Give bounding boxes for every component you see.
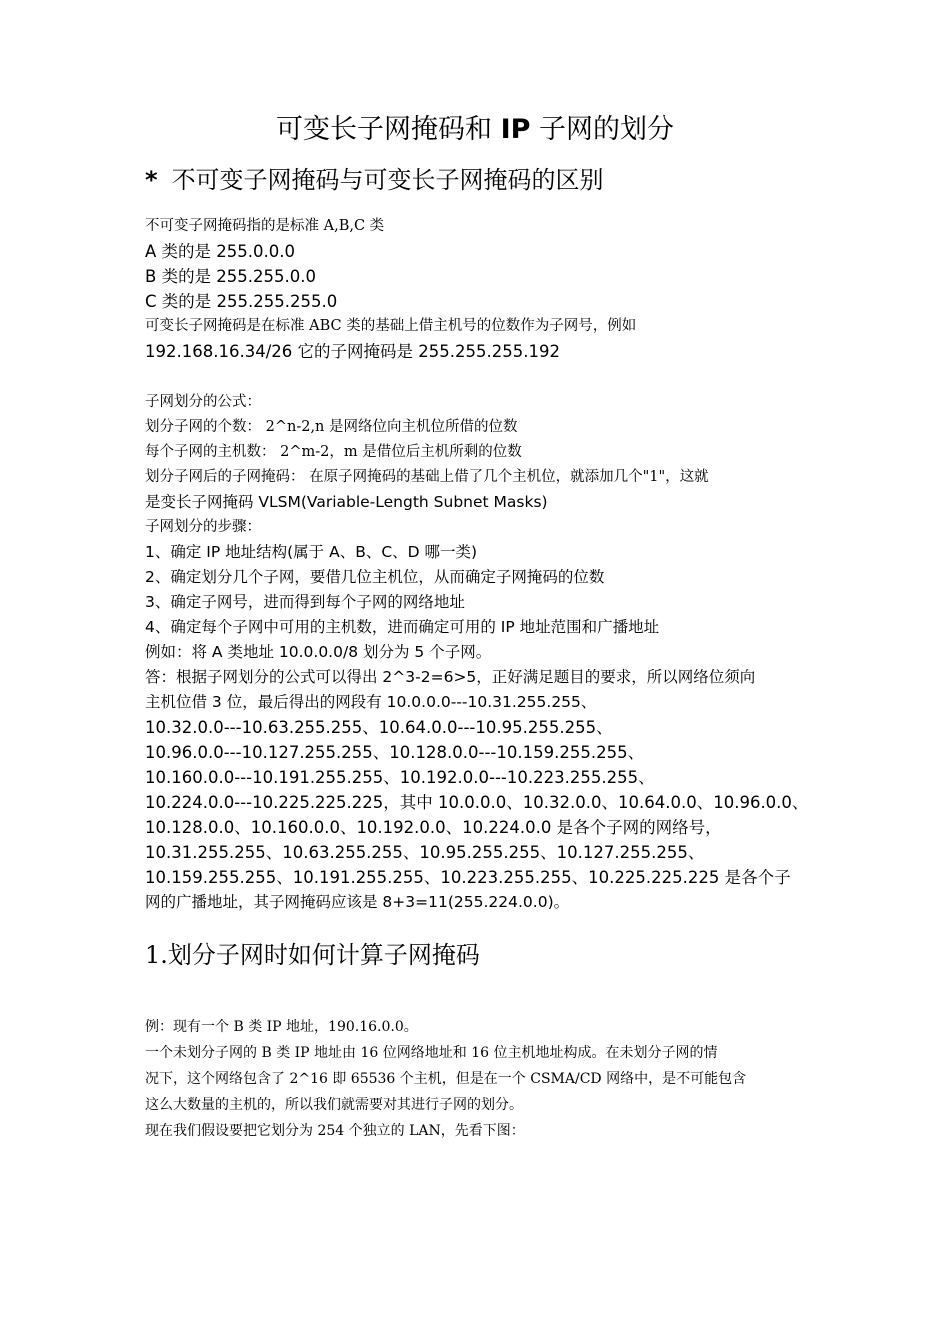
paragraph-line: 10.160.0.0---10.191.255.255、10.192.0.0---10.223.255.255、: [145, 768, 655, 787]
paragraph-line: 10.31.255.255、10.63.255.255、10.95.255.255、10.127.255.255、: [145, 843, 705, 862]
paragraph-line: 主机位借 3 位，最后得出的网段有 10.0.0.0---10.31.255.255、: [145, 693, 597, 711]
paragraph-line: 现在我们假设要把它划分为 254 个独立的 LAN，先看下图：: [145, 1123, 525, 1139]
paragraph-line: 10.159.255.255、10.191.255.255、10.223.255.255、10.225.225.225 是各个子: [145, 868, 791, 887]
section-heading-2: 1.划分子网时如何计算子网掩码: [145, 941, 480, 969]
paragraph-line: 10.96.0.0---10.127.255.255、10.128.0.0---10.159.255.255、: [145, 743, 645, 762]
paragraph-line: A 类的是 255.0.0.0: [145, 242, 295, 261]
paragraph-line: 答：根据子网划分的公式可以得出 2^3-2=6>5，正好满足题目的要求，所以网络位须向: [145, 668, 756, 686]
document-title: [0, 112, 950, 148]
paragraph-line: 划分子网的个数： 2^n-2,n 是网络位向主机位所借的位数: [145, 419, 518, 435]
title-text-post: 子网的划分: [530, 114, 675, 145]
paragraph-line: 192.168.16.34/26 它的子网掩码是 255.255.255.192: [145, 342, 560, 361]
paragraph-line: 10.32.0.0---10.63.255.255、10.64.0.0---10.95.255.255、: [145, 718, 613, 737]
paragraph-line: 10.224.0.0---10.225.225.225，其中 10.0.0.0、10.32.0.0、10.64.0.0、10.96.0.0、: [145, 793, 809, 812]
heading-star: *: [145, 166, 158, 194]
paragraph-line: 是变长子网掩码 VLSM(Variable-Length Subnet Masks): [145, 493, 548, 511]
section-heading-1: [145, 164, 604, 196]
section-2-body: [145, 390, 815, 915]
paragraph-line: 这么大数量的主机的，所以我们就需要对其进行子网的划分。: [145, 1097, 523, 1113]
title-text-pre: 可变长子网掩码和: [275, 114, 501, 145]
paragraph-line: 例如：将 A 类地址 10.0.0.0/8 划分为 5 个子网。: [145, 643, 492, 661]
paragraph-line: 例：现有一个 B 类 IP 地址，190.16.0.0。: [145, 1019, 418, 1035]
paragraph-line: 一个未划分子网的 B 类 IP 地址由 16 位网络地址和 16 位主机地址构成。在未划分子网的情: [145, 1045, 718, 1061]
section-1-body: [145, 214, 815, 364]
section-3-body: [145, 1014, 815, 1144]
paragraph-line: 可变长子网掩码是在标准 ABC 类的基础上借主机号的位数作为子网号，例如: [145, 318, 637, 334]
paragraph-line: 况下，这个网络包含了 2^16 即 65536 个主机，但是在一个 CSMA/CD 网络中，是不可能包含: [145, 1071, 747, 1087]
paragraph-line: 不可变子网掩码指的是标准 A,B,C 类: [145, 218, 385, 234]
heading-text: 不可变子网掩码与可变长子网掩码的区别: [171, 166, 604, 194]
paragraph-line: 10.128.0.0、10.160.0.0、10.192.0.0、10.224.0.0 是各个子网的网络号，: [145, 818, 722, 837]
paragraph-line: 子网划分的公式：: [145, 394, 261, 410]
paragraph-line: 3、确定子网号，进而得到每个子网的网络地址: [145, 593, 465, 611]
paragraph-line: 网的广播地址，其子网掩码应该是 8+3=11(255.224.0.0)。: [145, 893, 570, 911]
paragraph-line: 每个子网的主机数： 2^m-2，m 是借位后主机所剩的位数: [145, 444, 522, 460]
title-text-bold: IP: [500, 114, 531, 145]
paragraph-line: 2、确定划分几个子网，要借几位主机位，从而确定子网掩码的位数: [145, 568, 605, 586]
paragraph-line: 划分子网后的子网掩码： 在原子网掩码的基础上借了几个主机位，就添加几个"1"，这就: [145, 469, 709, 485]
paragraph-line: 1、确定 IP 地址结构(属于 A、B、C、D 哪一类): [145, 543, 478, 561]
paragraph-line: 子网划分的步骤：: [145, 519, 261, 535]
paragraph-line: B 类的是 255.255.0.0: [145, 267, 317, 286]
paragraph-line: 4、确定每个子网中可用的主机数，进而确定可用的 IP 地址范围和广播地址: [145, 618, 660, 636]
paragraph-line: C 类的是 255.255.255.0: [145, 292, 338, 311]
